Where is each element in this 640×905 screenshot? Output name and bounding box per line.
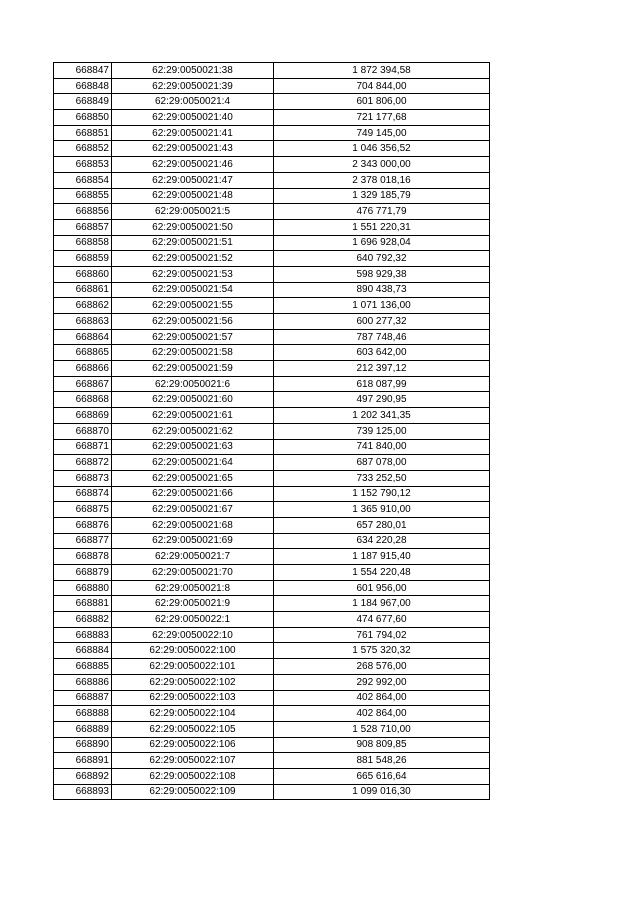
row-number-cell: 668879 xyxy=(54,565,112,581)
table-row xyxy=(54,219,490,235)
table-row xyxy=(54,188,490,204)
cadastral-value-cell: 1 528 710,00 xyxy=(274,721,490,737)
table-row xyxy=(54,565,490,581)
cadastral-value-cell: 212 397,12 xyxy=(274,361,490,377)
cadastral-number-cell: 62:29:0050021:43 xyxy=(112,141,274,157)
cadastral-value-cell: 601 956,00 xyxy=(274,580,490,596)
cadastral-number-cell: 62:29:0050021:7 xyxy=(112,549,274,565)
table-row xyxy=(54,314,490,330)
row-number-cell: 668848 xyxy=(54,78,112,94)
cadastral-value-cell: 476 771,79 xyxy=(274,204,490,220)
cadastral-value-cell: 733 252,50 xyxy=(274,470,490,486)
row-number-cell: 668891 xyxy=(54,753,112,769)
row-number-cell: 668884 xyxy=(54,643,112,659)
table-row xyxy=(54,596,490,612)
row-number-cell: 668869 xyxy=(54,408,112,424)
cadastral-value-cell: 908 809,85 xyxy=(274,737,490,753)
cadastral-value-cell: 1 696 928,04 xyxy=(274,235,490,251)
cadastral-number-cell: 62:29:0050021:54 xyxy=(112,282,274,298)
cadastral-value-cell: 601 806,00 xyxy=(274,94,490,110)
row-number-cell: 668873 xyxy=(54,470,112,486)
table-row xyxy=(54,423,490,439)
cadastral-number-cell: 62:29:0050021:39 xyxy=(112,78,274,94)
table-row xyxy=(54,392,490,408)
cadastral-number-cell: 62:29:0050021:58 xyxy=(112,345,274,361)
cadastral-number-cell: 62:29:0050021:60 xyxy=(112,392,274,408)
cadastral-number-cell: 62:29:0050021:40 xyxy=(112,110,274,126)
cadastral-value-cell: 640 792,32 xyxy=(274,251,490,267)
row-number-cell: 668858 xyxy=(54,235,112,251)
cadastral-number-cell: 62:29:0050021:59 xyxy=(112,361,274,377)
row-number-cell: 668850 xyxy=(54,110,112,126)
row-number-cell: 668872 xyxy=(54,455,112,471)
table-row xyxy=(54,580,490,596)
cadastral-number-cell: 62:29:0050022:100 xyxy=(112,643,274,659)
cadastral-value-cell: 618 087,99 xyxy=(274,376,490,392)
table-row xyxy=(54,345,490,361)
table-row xyxy=(54,753,490,769)
table-row xyxy=(54,768,490,784)
row-number-cell: 668888 xyxy=(54,706,112,722)
cadastral-number-cell: 62:29:0050021:68 xyxy=(112,517,274,533)
table-row xyxy=(54,157,490,173)
cadastral-value-cell: 598 929,38 xyxy=(274,266,490,282)
row-number-cell: 668861 xyxy=(54,282,112,298)
cadastral-value-cell: 1 554 220,48 xyxy=(274,565,490,581)
cadastral-number-cell: 62:29:0050022:1 xyxy=(112,612,274,628)
row-number-cell: 668893 xyxy=(54,784,112,800)
cadastral-number-cell: 62:29:0050021:6 xyxy=(112,376,274,392)
table-row xyxy=(54,125,490,141)
row-number-cell: 668853 xyxy=(54,157,112,173)
row-number-cell: 668863 xyxy=(54,314,112,330)
cadastral-number-cell: 62:29:0050021:70 xyxy=(112,565,274,581)
cadastral-value-cell: 402 864,00 xyxy=(274,690,490,706)
cadastral-value-cell: 749 145,00 xyxy=(274,125,490,141)
cadastral-value-cell: 634 220,28 xyxy=(274,533,490,549)
row-number-cell: 668876 xyxy=(54,517,112,533)
row-number-cell: 668867 xyxy=(54,376,112,392)
row-number-cell: 668890 xyxy=(54,737,112,753)
row-number-cell: 668864 xyxy=(54,329,112,345)
cadastral-number-cell: 62:29:0050021:69 xyxy=(112,533,274,549)
cadastral-value-cell: 1 187 915,40 xyxy=(274,549,490,565)
row-number-cell: 668878 xyxy=(54,549,112,565)
cadastral-value-cell: 657 280,01 xyxy=(274,517,490,533)
cadastral-number-cell: 62:29:0050021:62 xyxy=(112,423,274,439)
table-row xyxy=(54,502,490,518)
table-row xyxy=(54,643,490,659)
row-number-cell: 668856 xyxy=(54,204,112,220)
cadastral-number-cell: 62:29:0050021:51 xyxy=(112,235,274,251)
row-number-cell: 668892 xyxy=(54,768,112,784)
table-row xyxy=(54,612,490,628)
table-row xyxy=(54,172,490,188)
row-number-cell: 668866 xyxy=(54,361,112,377)
table-row xyxy=(54,486,490,502)
row-number-cell: 668886 xyxy=(54,674,112,690)
row-number-cell: 668851 xyxy=(54,125,112,141)
cadastral-value-cell: 402 864,00 xyxy=(274,706,490,722)
table-row xyxy=(54,266,490,282)
cadastral-number-cell: 62:29:0050021:9 xyxy=(112,596,274,612)
row-number-cell: 668880 xyxy=(54,580,112,596)
table-row xyxy=(54,94,490,110)
table-row xyxy=(54,235,490,251)
cadastral-value-cell: 1 202 341,35 xyxy=(274,408,490,424)
cadastral-value-cell: 292 992,00 xyxy=(274,674,490,690)
cadastral-number-cell: 62:29:0050022:102 xyxy=(112,674,274,690)
cadastral-number-cell: 62:29:0050021:61 xyxy=(112,408,274,424)
cadastral-value-cell: 890 438,73 xyxy=(274,282,490,298)
cadastral-number-cell: 62:29:0050021:46 xyxy=(112,157,274,173)
table-row xyxy=(54,784,490,800)
cadastral-value-cell: 1 152 790,12 xyxy=(274,486,490,502)
cadastral-value-cell: 739 125,00 xyxy=(274,423,490,439)
cadastral-number-cell: 62:29:0050022:106 xyxy=(112,737,274,753)
row-number-cell: 668859 xyxy=(54,251,112,267)
cadastral-number-cell: 62:29:0050021:47 xyxy=(112,172,274,188)
cadastral-value-cell: 704 844,00 xyxy=(274,78,490,94)
cadastral-value-cell: 1 329 185,79 xyxy=(274,188,490,204)
table-row xyxy=(54,298,490,314)
cadastral-number-cell: 62:29:0050021:48 xyxy=(112,188,274,204)
table-row xyxy=(54,455,490,471)
cadastral-number-cell: 62:29:0050022:108 xyxy=(112,768,274,784)
cadastral-value-cell: 1 551 220,31 xyxy=(274,219,490,235)
table-row xyxy=(54,533,490,549)
cadastral-value-cell: 1 872 394,58 xyxy=(274,63,490,79)
row-number-cell: 668854 xyxy=(54,172,112,188)
table-row xyxy=(54,470,490,486)
table-row xyxy=(54,721,490,737)
cadastral-number-cell: 62:29:0050022:101 xyxy=(112,659,274,675)
table-row xyxy=(54,737,490,753)
row-number-cell: 668875 xyxy=(54,502,112,518)
table-row xyxy=(54,329,490,345)
table-row xyxy=(54,204,490,220)
cadastral-number-cell: 62:29:0050021:5 xyxy=(112,204,274,220)
table-row xyxy=(54,78,490,94)
row-number-cell: 668862 xyxy=(54,298,112,314)
row-number-cell: 668855 xyxy=(54,188,112,204)
cadastral-number-cell: 62:29:0050021:65 xyxy=(112,470,274,486)
table-row xyxy=(54,408,490,424)
row-number-cell: 668847 xyxy=(54,63,112,79)
table-row xyxy=(54,690,490,706)
row-number-cell: 668868 xyxy=(54,392,112,408)
row-number-cell: 668883 xyxy=(54,627,112,643)
row-number-cell: 668871 xyxy=(54,439,112,455)
row-number-cell: 668849 xyxy=(54,94,112,110)
cadastral-number-cell: 62:29:0050021:66 xyxy=(112,486,274,502)
row-number-cell: 668877 xyxy=(54,533,112,549)
cadastral-value-cell: 474 677,60 xyxy=(274,612,490,628)
cadastral-value-cell: 1 071 136,00 xyxy=(274,298,490,314)
cadastral-number-cell: 62:29:0050021:67 xyxy=(112,502,274,518)
row-number-cell: 668889 xyxy=(54,721,112,737)
cadastral-value-cell: 600 277,32 xyxy=(274,314,490,330)
cadastral-value-cell: 1 046 356,52 xyxy=(274,141,490,157)
cadastral-number-cell: 62:29:0050021:52 xyxy=(112,251,274,267)
cadastral-value-cell: 687 078,00 xyxy=(274,455,490,471)
cadastral-value-cell: 2 343 000,00 xyxy=(274,157,490,173)
row-number-cell: 668887 xyxy=(54,690,112,706)
cadastral-number-cell: 62:29:0050021:63 xyxy=(112,439,274,455)
cadastral-number-cell: 62:29:0050021:50 xyxy=(112,219,274,235)
table-row xyxy=(54,549,490,565)
row-number-cell: 668852 xyxy=(54,141,112,157)
cadastral-number-cell: 62:29:0050022:103 xyxy=(112,690,274,706)
cadastral-value-cell: 1 099 016,30 xyxy=(274,784,490,800)
row-number-cell: 668881 xyxy=(54,596,112,612)
row-number-cell: 668885 xyxy=(54,659,112,675)
cadastral-number-cell: 62:29:0050021:41 xyxy=(112,125,274,141)
cadastral-value-cell: 497 290,95 xyxy=(274,392,490,408)
cadastral-number-cell: 62:29:0050022:107 xyxy=(112,753,274,769)
cadastral-number-cell: 62:29:0050021:8 xyxy=(112,580,274,596)
cadastral-number-cell: 62:29:0050021:55 xyxy=(112,298,274,314)
cadastral-value-cell: 2 378 018,16 xyxy=(274,172,490,188)
cadastral-value-cell: 665 616,64 xyxy=(274,768,490,784)
table-row xyxy=(54,251,490,267)
cadastral-value-cell: 741 840,00 xyxy=(274,439,490,455)
row-number-cell: 668865 xyxy=(54,345,112,361)
table-row xyxy=(54,282,490,298)
cadastral-number-cell: 62:29:0050021:38 xyxy=(112,63,274,79)
table-row xyxy=(54,63,490,79)
cadastral-value-cell: 603 642,00 xyxy=(274,345,490,361)
row-number-cell: 668870 xyxy=(54,423,112,439)
table-row xyxy=(54,141,490,157)
cadastral-value-cell: 1 365 910,00 xyxy=(274,502,490,518)
table-row xyxy=(54,674,490,690)
table-row xyxy=(54,517,490,533)
row-number-cell: 668874 xyxy=(54,486,112,502)
cadastral-number-cell: 62:29:0050021:56 xyxy=(112,314,274,330)
cadastral-value-cell: 1 575 320,32 xyxy=(274,643,490,659)
table-row xyxy=(54,376,490,392)
cadastral-number-cell: 62:29:0050022:10 xyxy=(112,627,274,643)
cadastral-number-cell: 62:29:0050022:105 xyxy=(112,721,274,737)
table-row xyxy=(54,627,490,643)
row-number-cell: 668860 xyxy=(54,266,112,282)
table-row xyxy=(54,439,490,455)
cadastral-value-cell: 761 794,02 xyxy=(274,627,490,643)
cadastral-value-cell: 787 748,46 xyxy=(274,329,490,345)
cadastral-value-cell: 721 177,68 xyxy=(274,110,490,126)
table-body xyxy=(54,63,490,800)
row-number-cell: 668857 xyxy=(54,219,112,235)
table-row xyxy=(54,361,490,377)
cadastral-number-cell: 62:29:0050021:57 xyxy=(112,329,274,345)
cadastral-value-cell: 881 548,26 xyxy=(274,753,490,769)
table-row xyxy=(54,659,490,675)
table-row xyxy=(54,110,490,126)
cadastral-value-cell: 268 576,00 xyxy=(274,659,490,675)
cadastral-value-cell: 1 184 967,00 xyxy=(274,596,490,612)
cadastral-number-cell: 62:29:0050022:109 xyxy=(112,784,274,800)
cadastral-number-cell: 62:29:0050021:4 xyxy=(112,94,274,110)
row-number-cell: 668882 xyxy=(54,612,112,628)
cadastral-number-cell: 62:29:0050021:64 xyxy=(112,455,274,471)
cadastral-number-cell: 62:29:0050022:104 xyxy=(112,706,274,722)
table-row xyxy=(54,706,490,722)
cadastral-value-table xyxy=(53,62,490,800)
cadastral-number-cell: 62:29:0050021:53 xyxy=(112,266,274,282)
